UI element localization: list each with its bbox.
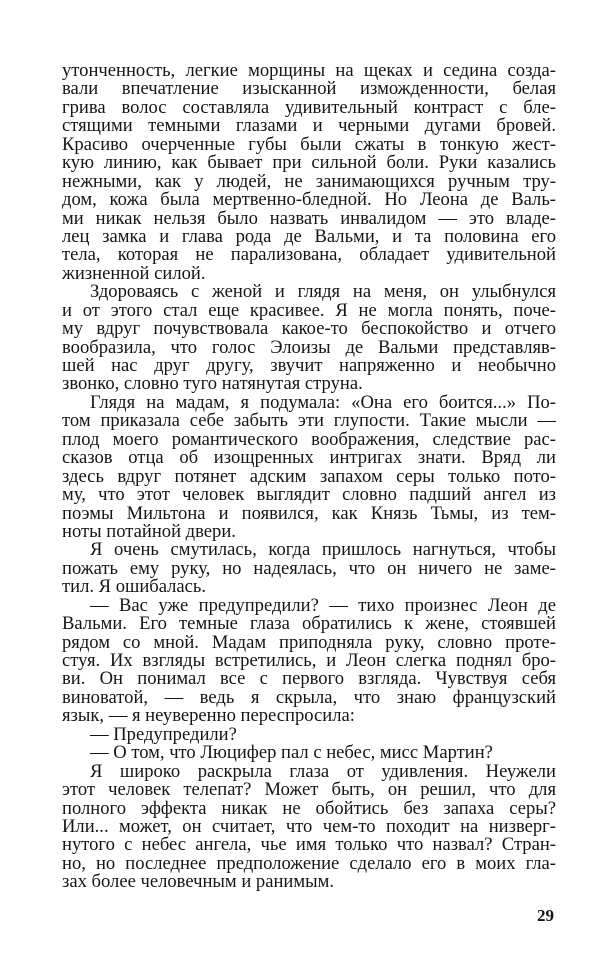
text-line: шей нас друг другу, звучит напряженно и необычно [62, 355, 556, 376]
paragraph [62, 391, 556, 542]
paragraph [62, 594, 556, 727]
text-line: дом, кожа была мертвенно-бледной. Но Леона де Валь- [62, 189, 556, 211]
text-line: му вдруг почувствовала какое-то беспокойство и отчего [62, 318, 556, 340]
text-line: рядом со мной. Мадам приподняла руку, словно проте- [62, 631, 556, 653]
paragraph [62, 744, 556, 762]
text-line: сказов отца об изощренных интригах знати. Вряд ли [62, 447, 556, 469]
text-line: лец замка и глава рода де Вальми, и та половина его [62, 225, 556, 247]
text-line: поэмы Мильтона и появился, как Князь Тьмы, из тем- [62, 502, 556, 524]
text-line: — О том, что Люцифер пал с небес, мисс Мартин? [90, 742, 493, 764]
text-line: тил. Я ошибалась. [62, 576, 207, 598]
text-line: и от этого стал еще красивее. Я не могла понять, поче- [62, 299, 556, 321]
text-line: — Предупредили? [90, 723, 237, 745]
text-line: вообразила, что голос Элоизы де Вальми представляв- [62, 336, 556, 358]
text-line: звонко, словно туго натянутая струна. [62, 373, 363, 395]
text-line: но, но последнее предположение сделало его в моих гла- [62, 852, 556, 874]
paragraph [62, 283, 556, 394]
text-line: плод моего романтического воображения, следствие рас- [62, 428, 556, 450]
text-line: полного эффекта никак не обойтись без запаха серы? [62, 797, 556, 819]
text-line: Здороваясь с женой и глядя на меня, он улыбнулся [90, 281, 556, 303]
text-line: Или... может, он считает, что чем-то походит на низверг- [62, 815, 556, 837]
text-line: Вальми. Его темные глаза обратились к жене, стоявшей [62, 613, 556, 635]
text-line: этот человек телепат? Может быть, он решил, что для [62, 779, 556, 801]
text-line: том приказала себе забыть эти глупости. Такие мысли — [62, 410, 556, 432]
text-line: стуя. Их взгляды встретились, и Леон слегка поднял бро- [62, 650, 556, 671]
text-line: пожать ему руку, но надеялась, что он ничего не заме- [62, 557, 556, 579]
text-line: жизненной силой. [62, 262, 206, 284]
text-line: вали впечатление изысканной изможденности, белая [62, 78, 556, 100]
text-line: язык, — я неуверенно переспросила: [62, 705, 355, 727]
page-body-text [62, 62, 556, 892]
text-line: нутого с небес ангела, чье имя только что назвал? Стран- [62, 834, 556, 856]
text-line: кую линию, как бывает при сильной боли. Руки казались [62, 152, 556, 174]
paragraph [62, 62, 556, 283]
paragraph [62, 760, 556, 893]
text-line: ноты потайной двери. [62, 520, 236, 542]
text-line: здесь вдруг потянет адским запахом серы только пото- [62, 465, 556, 487]
text-line: ви. Он понимал все с первого взгляда. Чувствуя себя [62, 668, 556, 690]
text-line: Красиво очерченные губы были сжаты в тонкую жест- [62, 133, 556, 155]
text-line: виноватой, — ведь я скрыла, что знаю французский [62, 686, 556, 708]
text-line: ми никак нельзя было назвать инвалидом — это владе- [62, 207, 556, 229]
page-number: 29 [537, 906, 554, 925]
paragraph [62, 541, 556, 596]
text-line: нежными, как у людей, не занимающихся ручным тру- [62, 170, 556, 192]
text-line: му, что этот человек выглядит словно падший ангел из [62, 484, 556, 506]
text-line: утонченность, легкие морщины на щеках и седина созда- [62, 60, 556, 81]
text-line: — Вас уже предупредили? — тихо произнес Леон де [90, 594, 556, 616]
text-line: грива волос составляла удивительный контраст с бле- [62, 96, 556, 118]
text-line: Глядя на мадам, я подумала: «Она его боится...» По- [90, 391, 556, 413]
text-line: Я широко раскрыла глаза от удивления. Неужели [90, 760, 556, 782]
text-line: стящими темными глазами и черными дугами бровей. [62, 115, 556, 137]
text-line: зах более человечным и ранимым. [62, 871, 335, 893]
text-line: Я очень смутилась, когда пришлось нагнуться, чтобы [90, 539, 556, 561]
text-line: тела, которая не парализована, обладает удивительной [62, 244, 556, 266]
